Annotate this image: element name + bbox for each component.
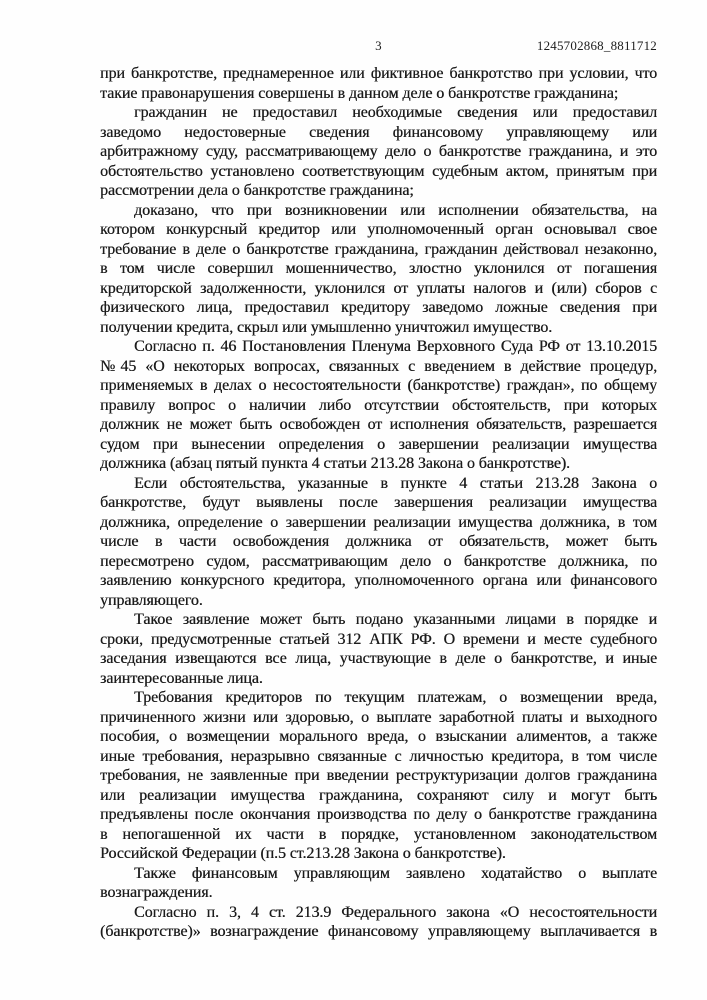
text-line: при банкротстве, преднамеренное или фиктивное банкротство при условии, что	[100, 65, 657, 82]
text-line: пересмотрено судом, рассматривающим дело о банкротстве должника, по	[100, 552, 657, 570]
text-line: правилу вопрос о наличии либо отсутствии обстоятельств, при которых	[100, 396, 657, 414]
text-line: кредиторской задолженности, уклонился от уплаты налогов и (или) сборов с	[100, 279, 657, 297]
text-line: заседания извещаются все лица, участвующие в деле о банкротстве, и иные	[100, 650, 657, 667]
text-line: Такое заявление может быть подано указанными лицами в порядке и	[134, 611, 657, 628]
text-line: рассмотрении дела о банкротстве гражданина;	[100, 182, 414, 199]
text-line: применяемых в делах о несостоятельности (банкротстве) граждан», по общему	[100, 377, 657, 394]
text-line: заинтересованные лица.	[100, 669, 263, 687]
text-line: котором конкурсный кредитор или уполномоченный орган основывал свое	[100, 221, 657, 238]
text-line: обстоятельство установлено соответствующим судебным актом, принятым при	[100, 162, 657, 180]
text-line: Требования кредиторов по текущим платежам, о возмещении вреда,	[134, 689, 657, 706]
text-line: или реализации имущества гражданина, сохраняют силу и могут быть	[100, 786, 657, 804]
text-line: физического лица, предоставил кредитору заведомо ложные сведения при	[100, 299, 657, 316]
text-line: Также финансовым управляющим заявлено ходатайство о выплате	[134, 864, 657, 882]
text-line: в том числе совершил мошенничество, злостно уклонился от погашения	[100, 260, 657, 277]
page-header	[100, 38, 657, 54]
text-line: (банкротстве)» вознаграждение финансовому управляющему выплачивается в	[100, 923, 657, 940]
text-line: доказано, что при возникновении или исполнении обязательства, на	[134, 201, 657, 219]
text-line: пособия, о возмещении морального вреда, о взыскании алиментов, а также	[100, 728, 657, 745]
text-line: Согласно п. 46 Постановления Пленума Верховного Суда РФ от 13.10.2015	[134, 338, 657, 355]
text-line: Если обстоятельства, указанные в пункте 4 статьи 213.28 Закона о	[134, 474, 657, 492]
text-line: должник не может быть освобожден от исполнения обязательств, разрешается	[100, 416, 657, 433]
text-line: получении кредита, скрыл или умышленно уничтожил имущество.	[100, 318, 553, 336]
text-line: заявлению конкурсного кредитора, уполномоченного органа или финансового	[100, 572, 657, 589]
text-line: иные требования, неразрывно связанные с личностью кредитора, в том числе	[100, 747, 657, 765]
document-text	[100, 64, 657, 942]
text-line: судом при вынесении определения о завершении реализации имущества	[100, 435, 657, 453]
text-line: гражданин не предоставил необходимые сведения или предоставил	[134, 104, 657, 121]
text-line: требования, не заявленные при введении реструктуризации долгов гражданина	[100, 767, 657, 784]
document-id: 1245702868_8811712	[536, 38, 657, 53]
text-line: в непогашенной их части в порядке, установленном законодательством	[100, 825, 657, 843]
text-line: числе в части освобождения должника от обязательств, может быть	[100, 533, 657, 550]
text-line: арбитражному суду, рассматривающему дело о банкротстве гражданина, и это	[100, 143, 657, 160]
text-line: Согласно п. 3, 4 ст. 213.9 Федерального закона «О несостоятельности	[134, 903, 657, 921]
text-line: заведомо недостоверные сведения финансовому управляющему или	[100, 123, 657, 141]
text-line: банкротстве, будут выявлены после завершения реализации имущества	[100, 494, 657, 511]
text-line: такие правонарушения совершены в данном деле о банкротстве гражданина;	[100, 84, 619, 102]
text-line: должника (абзац пятый пункта 4 статьи 213.28 Закона о банкротстве).	[100, 455, 570, 472]
text-line: сроки, предусмотренные статьей 312 АПК РФ. О времени и месте судебного	[100, 630, 657, 648]
text-line: предъявлены после окончания производства по делу о банкротстве гражданина	[100, 806, 657, 823]
text-line: №45 «О некоторых вопросах, связанных с введением в действие процедур,	[100, 357, 657, 375]
text-line: причиненного жизни или здоровью, о выплате заработной платы и выходного	[100, 708, 657, 726]
text-line: Российской Федерации (п.5 ст.213.28 Закона о банкротстве).	[100, 845, 506, 862]
text-line: должника, определение о завершении реализации имущества должника, в том	[100, 513, 657, 531]
text-line: управляющего.	[100, 591, 203, 609]
text-line: вознаграждения.	[100, 884, 213, 901]
text-line: требование в деле о банкротстве гражданина, гражданин действовал незаконно,	[100, 240, 657, 258]
page-number: 3	[375, 38, 382, 53]
